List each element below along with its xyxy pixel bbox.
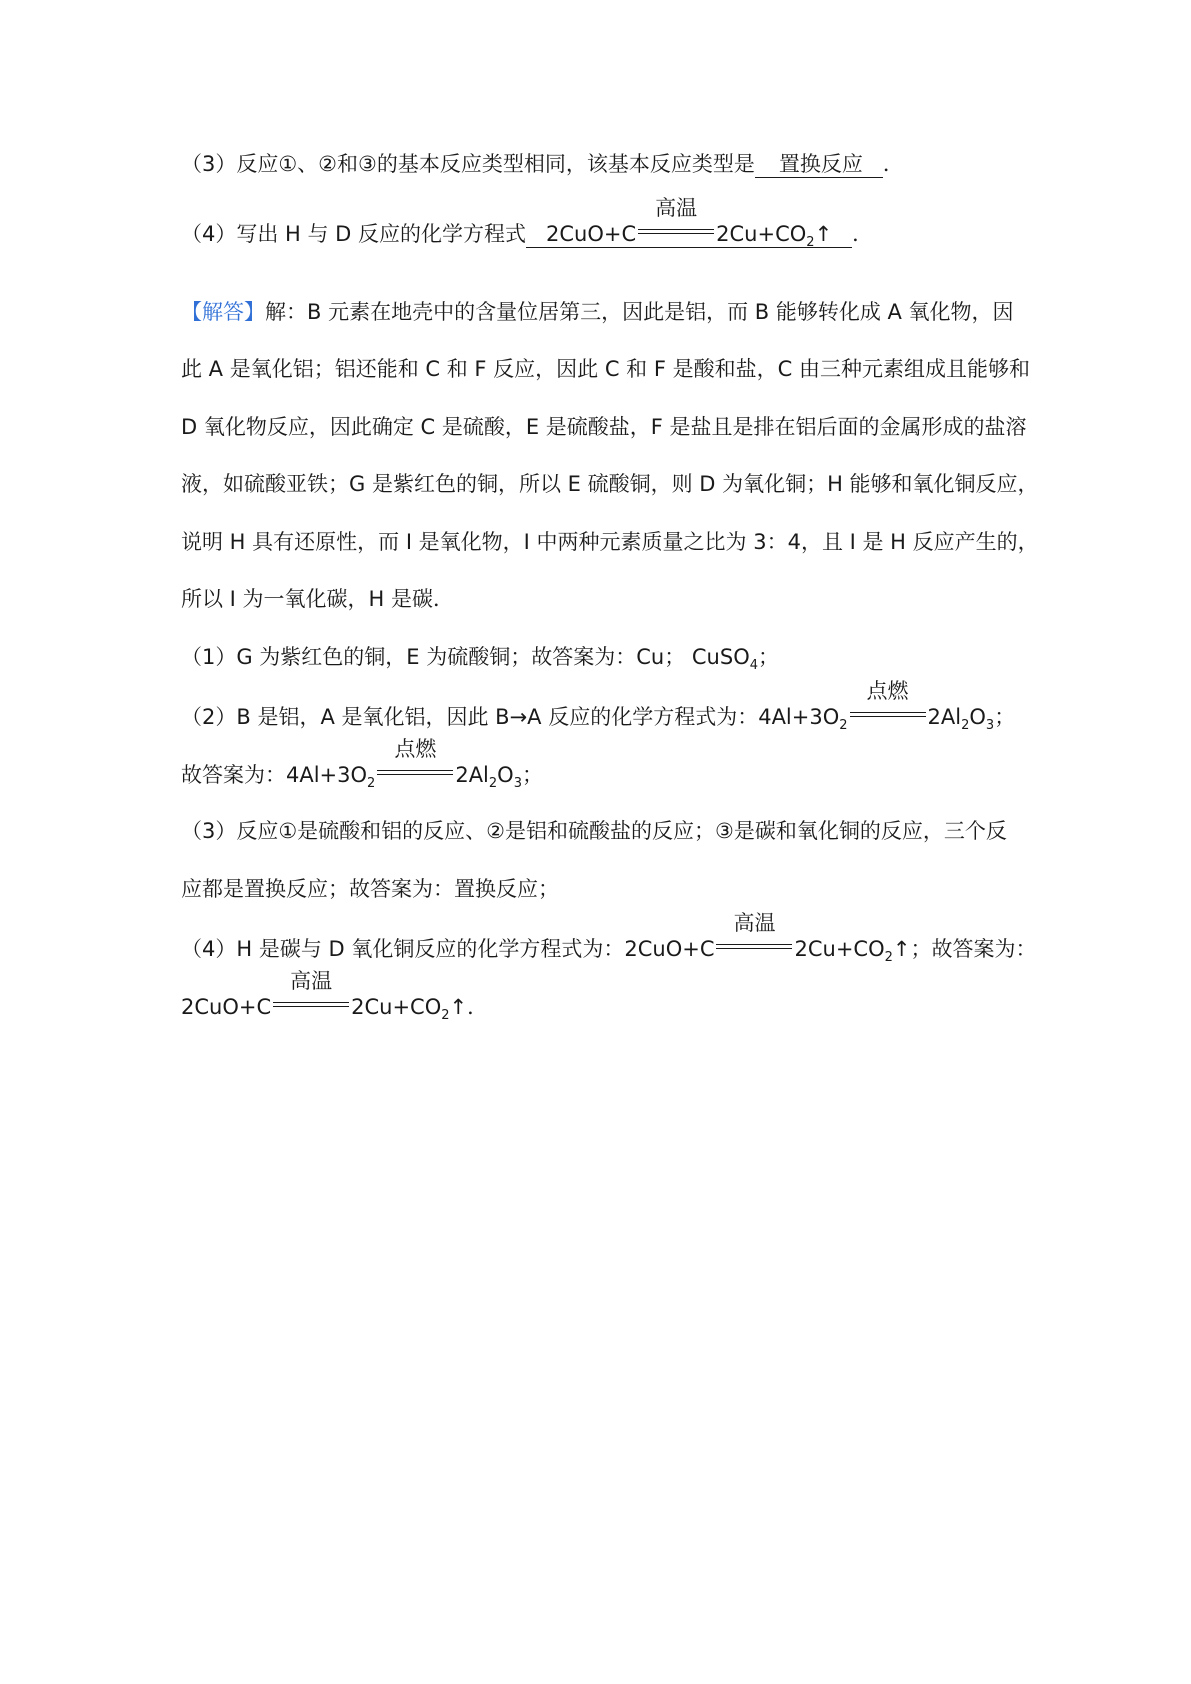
equation-condition: 高温 [655, 196, 698, 220]
part-2-text: （2）B 是铝，A 是氧化铝，因此 B→A 反应的化学方程式为： [181, 705, 759, 729]
answer-label: ；故答案为： [910, 937, 1037, 961]
equation-condition-sign [636, 196, 716, 242]
solution-line-5: 说明 H 具有还原性，而 I 是氧化物，I 中两种元素质量之比为 3：4，且 I 是 H 反应产生的， [181, 530, 1039, 554]
equation-subscript: 2 [839, 718, 848, 733]
question-4-suffix: ． [852, 222, 874, 246]
solution-line-2: 此 A 是氧化铝；铝还能和 C 和 F 反应，因此 C 和 F 是酸和盐，C 由三种元素组成且能够和 [181, 357, 1030, 381]
part-1-end: ； [758, 645, 780, 669]
equation-subscript: 2 [367, 776, 376, 791]
equation-condition: 高温 [733, 911, 776, 935]
equation-subscript: 2 [806, 235, 815, 250]
question-3-answer: 置换反应 [755, 154, 883, 178]
gas-arrow: ↑ [449, 995, 468, 1019]
solution-part-1 [181, 645, 780, 673]
equation-lhs: 2CuO+C [624, 937, 715, 961]
equation-subscript: 2 [488, 776, 498, 791]
equation-lhs: 4Al+3O [758, 705, 840, 729]
solution-part-2 [181, 679, 1016, 733]
equation-condition: 点燃 [866, 679, 909, 703]
equation-rhs: 2Al [927, 705, 962, 729]
equation-condition: 高温 [290, 969, 333, 993]
solution-text: 解：B 元素在地壳中的含量位居第三，因此是铝，而 B 能够转化成 A 氧化物，因 [265, 300, 1014, 324]
question-4-answer [526, 196, 852, 250]
question-4-text: （4）写出 H 与 D 反应的化学方程式 [181, 222, 527, 246]
equation-subscript: 3 [985, 718, 995, 733]
solution-part-4-answer [181, 969, 489, 1023]
part-2-end: ； [994, 705, 1016, 729]
equation-lhs: 2CuO+C [181, 995, 272, 1019]
equation-condition-sign [375, 737, 455, 783]
equation-condition: 点燃 [394, 737, 437, 761]
solution-part-3-line-1: （3）反应①是硫酸和铝的反应、②是铝和硫酸盐的反应；③是碳和氧化铜的反应，三个反 [181, 819, 1007, 843]
part-4-end: ． [467, 995, 489, 1019]
equation-lhs: 4Al+3O [286, 763, 368, 787]
solution-line-1 [181, 302, 1014, 323]
equation-rhs: 2Cu+CO [716, 222, 807, 246]
answer-label: 故答案为： [181, 763, 286, 787]
equation-subscript: 2 [441, 1008, 450, 1023]
question-3-suffix: ． [882, 152, 904, 176]
gas-arrow: ↑ [814, 222, 833, 246]
equation-subscript: 2 [961, 718, 970, 733]
solution-part-3-line-2: 应都是置换反应；故答案为：置换反应； [181, 877, 559, 901]
equation-rhs: 2Al [455, 763, 489, 787]
part-2-answer-end: ； [521, 763, 543, 787]
equation-lhs: 2CuO+C [546, 222, 637, 246]
solution-line-6: 所以 I 为一氧化碳，H 是碳． [181, 587, 455, 611]
part-1-subscript: 4 [749, 658, 759, 673]
part-1-text: （1）G 为紫红色的铜，E 为硫酸铜；故答案为：Cu； CuSO [181, 645, 750, 669]
solution-part-4 [181, 911, 1037, 965]
equation-rhs-part: O [969, 705, 986, 729]
equation-rhs-part: O [497, 763, 514, 787]
equation-rhs: 2Cu+CO [351, 995, 442, 1019]
solution-line-3: D 氧化物反应，因此确定 C 是硫酸，E 是硫酸盐，F 是盐且是排在铝后面的金属形成的盐溶 [181, 415, 1027, 439]
equation-subscript: 3 [513, 776, 522, 791]
solution-part-2-answer [181, 737, 543, 791]
equation-condition-sign [714, 911, 794, 957]
part-4-text: （4）H 是碳与 D 氧化铜反应的化学方程式为： [181, 937, 625, 961]
gas-arrow: ↑ [892, 937, 911, 961]
equation-condition-sign [271, 969, 351, 1015]
question-4 [181, 196, 874, 250]
question-3-text: （3）反应①、②和③的基本反应类型相同，该基本反应类型是 [181, 152, 755, 176]
question-3 [181, 154, 904, 178]
solution-label: 【解答】 [181, 300, 265, 324]
solution-line-4: 液，如硫酸亚铁；G 是紫红色的铜，所以 E 硫酸铜，则 D 为氧化铜；H 能够和氧化铜反应， [181, 472, 1039, 496]
equation-subscript: 2 [884, 950, 893, 965]
equation-condition-sign [848, 679, 928, 725]
equation-rhs: 2Cu+CO [794, 937, 885, 961]
